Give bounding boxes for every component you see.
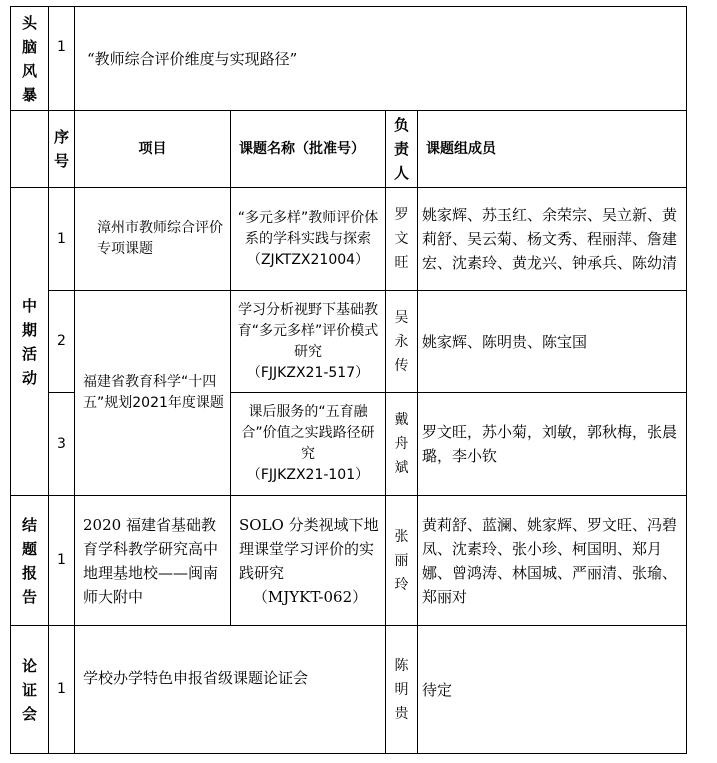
midterm-2-members: 姚家辉、陈明贵、陈宝国	[418, 291, 687, 393]
final-no: 1	[49, 496, 75, 626]
defense-category-text: 论 证 会	[21, 656, 37, 723]
defense-project: 学校办学特色申报省级课题论证会	[75, 626, 386, 754]
midterm-2-no: 2	[49, 291, 75, 393]
header-lead-text: 负 责 人	[393, 116, 409, 182]
midterm-2-title-cell	[231, 291, 386, 393]
header-project: 项目	[75, 111, 231, 188]
header-members: 课题组成员	[418, 111, 687, 188]
final-row	[11, 496, 687, 626]
midterm-1-code: （ZJKTZX21004）	[246, 251, 370, 268]
midterm-category	[11, 188, 49, 496]
brainstorm-category-text: 头 脑 风 暴	[21, 13, 37, 104]
midterm-2-code: （FJJKZX21-517）	[246, 364, 370, 381]
midterm-3-no: 3	[49, 393, 75, 496]
brainstorm-row	[11, 7, 687, 111]
midterm-row-1	[11, 188, 687, 291]
defense-no: 1	[49, 626, 75, 754]
midterm-1-title: “多元多样”教师评价体系的学科实践与探索	[237, 209, 379, 247]
midterm-1-project: 漳州市教师综合评价专项课题	[75, 188, 231, 291]
midterm-row-2	[11, 291, 687, 393]
midterm-3-members: 罗文旺，苏小菊，刘敏，郭秋梅，张晨璐，李小钦	[418, 393, 687, 496]
midterm-1-members: 姚家辉、苏玉红、余荣宗、吴立新、黄莉舒、吴云菊、杨文秀、程丽萍、詹建宏、沈素玲、黄龙兴、钟承兵、陈幼清	[418, 188, 687, 291]
header-row	[11, 111, 687, 188]
defense-lead-text: 陈 明 贵	[394, 657, 409, 722]
final-category	[11, 496, 49, 626]
midterm-2-lead	[386, 291, 418, 393]
midterm-3-title: 课后服务的“五育融合”价值之实践路径研究	[241, 404, 375, 462]
header-title: 课题名称（批准号）	[231, 111, 386, 188]
header-no-text: 序 号	[53, 128, 69, 170]
brainstorm-category	[11, 7, 49, 111]
brainstorm-topic: “教师综合评价维度与实现路径”	[75, 7, 687, 111]
brainstorm-no: 1	[49, 7, 75, 111]
final-title-cell	[231, 496, 386, 626]
header-no	[49, 111, 75, 188]
defense-lead	[386, 626, 418, 754]
defense-category	[11, 626, 49, 754]
midterm-1-no: 1	[49, 188, 75, 291]
final-category-text: 结 题 报 告	[21, 515, 37, 606]
midterm-2-project: 福建省教育科学“十四五”规划2021年度课题	[75, 291, 231, 496]
final-members: 黄莉舒、蓝澜、姚家辉、罗文旺、冯碧凤、沈素玲、张小珍、柯国明、郑月娜、曾鸿涛、林国城、严丽清、张瑜、郑丽对	[418, 496, 687, 626]
midterm-2-title: 学习分析视野下基础教育“多元多样”评价模式研究	[237, 301, 379, 360]
midterm-1-lead	[386, 188, 418, 291]
header-lead	[386, 111, 418, 188]
midterm-3-lead-text: 戴 舟 斌	[394, 412, 409, 476]
plan-table	[10, 6, 687, 754]
header-blank	[11, 111, 49, 188]
midterm-1-lead-text: 罗 文 旺	[394, 207, 409, 271]
defense-row	[11, 626, 687, 754]
midterm-3-code: （FJJKZX21-101）	[246, 467, 370, 483]
midterm-3-lead	[386, 393, 418, 496]
midterm-3-title-cell	[231, 393, 386, 496]
midterm-category-text: 中 期 活 动	[21, 296, 37, 387]
defense-members: 待定	[418, 626, 687, 754]
final-project: 2020 福建省基础教育学科教学研究高中地理基地校——闽南师大附中	[75, 496, 231, 626]
midterm-1-title-cell	[231, 188, 386, 291]
final-code: （MJYKT-062）	[252, 587, 368, 606]
midterm-2-lead-text: 吴 永 传	[394, 309, 409, 374]
final-lead	[386, 496, 418, 626]
final-title: SOLO 分类视域下地理课堂学习评价的实践研究	[239, 515, 379, 582]
final-lead-text: 张 丽 玲	[394, 528, 409, 593]
